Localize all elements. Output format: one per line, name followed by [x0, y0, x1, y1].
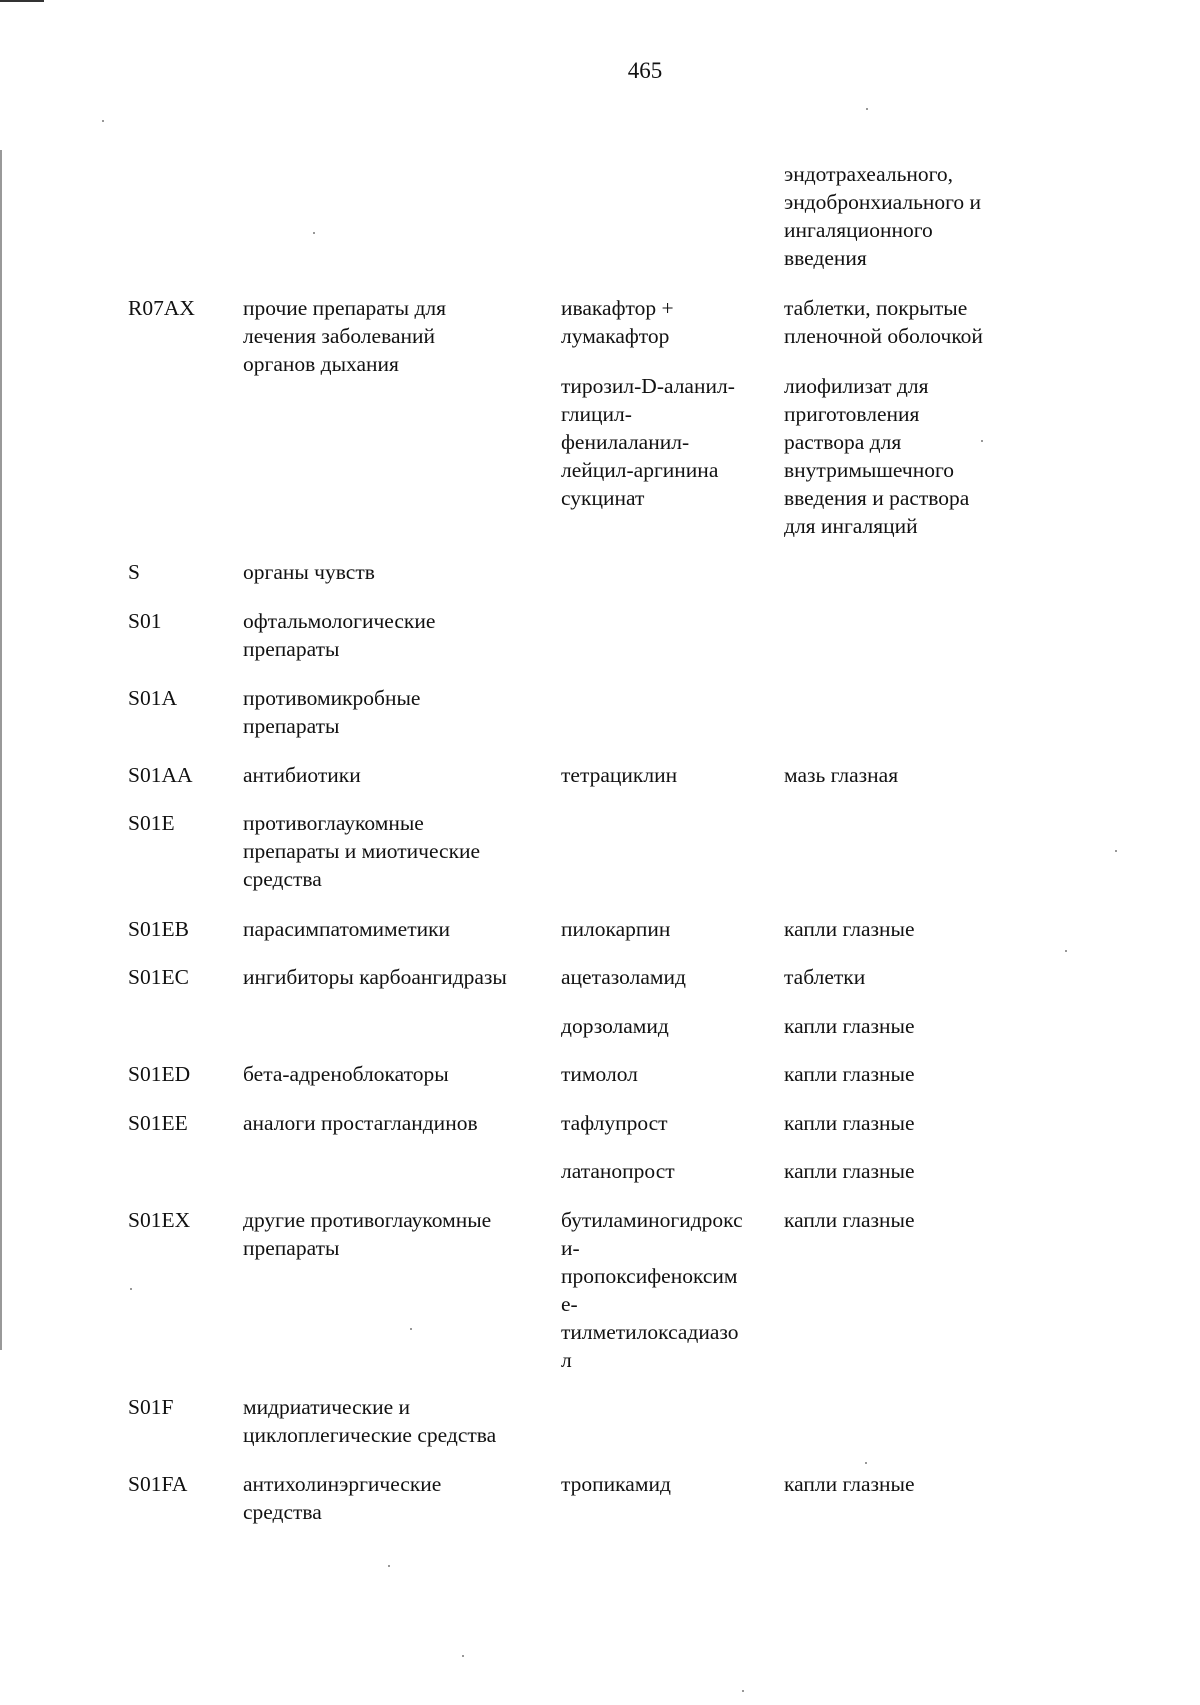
dosage-form-line: эндобронхиального и [784, 190, 982, 214]
atc-code-line: S01AA [128, 763, 193, 787]
scan-speck [1115, 850, 1117, 852]
atc-code [128, 294, 228, 322]
drug-name [561, 1109, 781, 1137]
atc-code-line: S01F [128, 1395, 174, 1419]
drug-name [561, 1060, 781, 1088]
atc-code [128, 1393, 228, 1421]
atc-code [128, 1109, 228, 1137]
pharmacological-group-line: мидриатические и [243, 1395, 411, 1419]
atc-code [128, 1060, 228, 1088]
scan-edge-mark [0, 150, 2, 1350]
pharmacological-group-line: противоглаукомные [243, 811, 424, 835]
pharmacological-group [243, 915, 553, 943]
dosage-form [784, 1470, 1044, 1498]
dosage-form [784, 915, 1044, 943]
pharmacological-group-line: офтальмологические [243, 609, 436, 633]
scan-speck [742, 1690, 744, 1692]
drug-name [561, 372, 781, 512]
dosage-form-line: лиофилизат для [784, 374, 929, 398]
pharmacological-group [243, 761, 553, 789]
pharmacological-group-line: прочие препараты для [243, 296, 447, 320]
dosage-form-line: капли глазные [784, 1014, 915, 1038]
scan-speck [1065, 950, 1067, 952]
pharmacological-group-line: ингибиторы карбоангидразы [243, 965, 507, 989]
atc-code [128, 1206, 228, 1234]
pharmacological-group-line: антибиотики [243, 763, 361, 787]
atc-code [128, 761, 228, 789]
drug-name [561, 963, 781, 991]
atc-code-line: S01E [128, 811, 175, 835]
dosage-form [784, 372, 1044, 540]
pharmacological-group-line: антихолинэргические [243, 1472, 442, 1496]
drug-name-line: дорзоламид [561, 1014, 669, 1038]
atc-code-line: S01A [128, 686, 177, 710]
atc-code-line: S01ED [128, 1062, 191, 1086]
atc-code [128, 915, 228, 943]
atc-code-line: S01EE [128, 1111, 188, 1135]
pharmacological-group [243, 1393, 553, 1449]
scan-speck [981, 440, 983, 442]
pharmacological-group-line: средства [243, 867, 322, 891]
atc-code [128, 963, 228, 991]
atc-code [128, 1470, 228, 1498]
scan-speck [410, 1328, 412, 1330]
drug-name-line: фенилаланил- [561, 430, 690, 454]
drug-name-line: бутиламиногидрокс [561, 1208, 743, 1232]
dosage-form-line: капли глазные [784, 1111, 915, 1135]
pharmacological-group [243, 1060, 553, 1088]
scan-speck [865, 1462, 867, 1464]
atc-code [128, 558, 228, 586]
pharmacological-group-line: аналоги простагландинов [243, 1111, 478, 1135]
atc-code-line: S01EX [128, 1208, 191, 1232]
dosage-form-line: введения и раствора [784, 486, 970, 510]
dosage-form-line: ингаляционного [784, 218, 933, 242]
drug-name [561, 1206, 781, 1374]
atc-code [128, 607, 228, 635]
pharmacological-group [243, 294, 553, 378]
dosage-form [784, 761, 1044, 789]
dosage-form-line: таблетки [784, 965, 866, 989]
dosage-form [784, 1206, 1044, 1234]
dosage-form-line: раствора для [784, 430, 902, 454]
dosage-form-line: для ингаляций [784, 514, 918, 538]
scan-speck [462, 1655, 464, 1657]
atc-code-line: S01EC [128, 965, 189, 989]
atc-code [128, 684, 228, 712]
dosage-form-line: капли глазные [784, 1159, 915, 1183]
pharmacological-group-line: средства [243, 1500, 322, 1524]
scan-speck [130, 1288, 132, 1290]
dosage-form-line: введения [784, 246, 867, 270]
atc-code-line: S01EB [128, 917, 189, 941]
drug-name [561, 915, 781, 943]
dosage-form [784, 1157, 1044, 1185]
drug-name-line: ацетазоламид [561, 965, 686, 989]
drug-name-line: тилметилоксадиазо [561, 1320, 739, 1344]
drug-name-line: тирозил-D-аланил- [561, 374, 735, 398]
drug-name-line: и- [561, 1236, 580, 1260]
dosage-form-line: таблетки, покрытые [784, 296, 968, 320]
pharmacological-group-line: препараты и миотические [243, 839, 481, 863]
drug-name-line: л [561, 1348, 572, 1372]
pharmacological-group-line: лечения заболеваний [243, 324, 436, 348]
drug-name [561, 1012, 781, 1040]
dosage-form-line: пленочной оболочкой [784, 324, 983, 348]
drug-name [561, 294, 781, 350]
drug-name-line: ивакафтор + [561, 296, 674, 320]
dosage-form [784, 1012, 1044, 1040]
atc-code [128, 809, 228, 837]
drug-name-line: сукцинат [561, 486, 645, 510]
drug-name [561, 1470, 781, 1498]
pharmacological-group-line: препараты [243, 637, 340, 661]
dosage-form [784, 160, 1044, 272]
drug-name-line: пропоксифеноксим [561, 1264, 738, 1288]
scan-speck [313, 232, 315, 234]
atc-code-line: S01 [128, 609, 162, 633]
pharmacological-group-line: препараты [243, 1236, 340, 1260]
dosage-form-line: внутримышечного [784, 458, 955, 482]
scan-speck [388, 1565, 390, 1567]
dosage-form [784, 1109, 1044, 1137]
dosage-form [784, 963, 1044, 991]
pharmacological-group-line: органы чувств [243, 560, 375, 584]
scan-speck [102, 120, 104, 122]
drug-name-line: пилокарпин [561, 917, 671, 941]
dosage-form-line: капли глазные [784, 1208, 915, 1232]
pharmacological-group-line: другие противоглаукомные [243, 1208, 492, 1232]
pharmacological-group [243, 809, 553, 893]
pharmacological-group-line: органов дыхания [243, 352, 399, 376]
drug-name-line: тимолол [561, 1062, 638, 1086]
dosage-form [784, 294, 1044, 350]
atc-code-line: S01FA [128, 1472, 188, 1496]
dosage-form [784, 1060, 1044, 1088]
pharmacological-group-line: противомикробные [243, 686, 421, 710]
scan-speck [866, 108, 868, 110]
dosage-form-line: мазь глазная [784, 763, 899, 787]
drug-name [561, 1157, 781, 1185]
pharmacological-group-line: бета-адреноблокаторы [243, 1062, 449, 1086]
pharmacological-group [243, 607, 553, 663]
pharmacological-group [243, 963, 553, 991]
pharmacological-group-line: циклоплегические средства [243, 1423, 497, 1447]
drug-name [561, 761, 781, 789]
scan-edge-mark [0, 0, 44, 2]
atc-code-line: R07AX [128, 296, 195, 320]
pharmacological-group [243, 558, 553, 586]
pharmacological-group-line: парасимпатомиметики [243, 917, 451, 941]
dosage-form-line: капли глазные [784, 917, 915, 941]
dosage-form-line: капли глазные [784, 1062, 915, 1086]
dosage-form-line: капли глазные [784, 1472, 915, 1496]
page-number: 465 [627, 58, 663, 83]
drug-name-line: тафлупрост [561, 1111, 668, 1135]
pharmacological-group [243, 1109, 553, 1137]
drug-name-line: глицил- [561, 402, 632, 426]
drug-name-line: лейцил-аргинина [561, 458, 719, 482]
pharmacological-group [243, 1206, 553, 1262]
pharmacological-group [243, 684, 553, 740]
drug-name-line: тропикамид [561, 1472, 671, 1496]
drug-name-line: лумакафтор [561, 324, 670, 348]
pharmacological-group-line: препараты [243, 714, 340, 738]
drug-name-line: тетрациклин [561, 763, 678, 787]
drug-name-line: латанопрост [561, 1159, 675, 1183]
pharmacological-group [243, 1470, 553, 1526]
dosage-form-line: эндотрахеального, [784, 162, 954, 186]
dosage-form-line: приготовления [784, 402, 920, 426]
drug-name-line: е- [561, 1292, 578, 1316]
atc-code-line: S [128, 560, 140, 584]
